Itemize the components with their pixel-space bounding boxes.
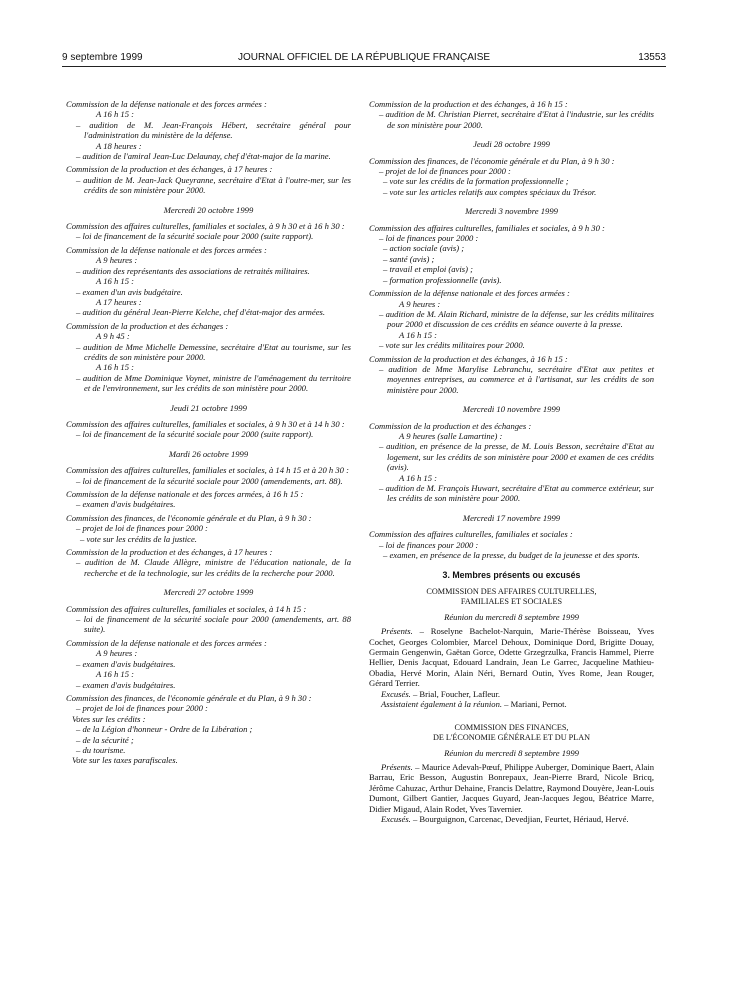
agenda-item: – audition des représentants des associations de retraités militaires. [76, 265, 310, 276]
time-slot: A 9 heures : [399, 298, 441, 309]
meeting-date: Réunion du mercredi 8 septembre 1999 [444, 611, 579, 622]
excused-names: – Bourguignon, Carcenac, Devedjian, Feurtet, Hériaud, Hervé. [410, 813, 629, 824]
present-label: Présents. [381, 761, 413, 772]
excused-names: – Brial, Foucher, Lafleur. [410, 688, 500, 699]
attendance-present [369, 626, 654, 688]
header-journal-title: JOURNAL OFFICIEL DE LA RÉPUBLIQUE FRANÇAISE [237, 52, 491, 63]
excused-label: Excusés. [381, 813, 411, 824]
agenda-item: – loi de finances pour 2000 : [379, 539, 479, 550]
agenda-item: – audition, en présence de la presse, de M. Louis Besson, secrétaire d'Etat au logement, sur les crédits de son ministère pour 2000 et examen de ces crédits (avis). [379, 441, 654, 473]
attendance-excused [369, 814, 654, 824]
committee-heading: Commission des affaires culturelles, familiales et sociales, à 9 h 30 : [369, 222, 605, 233]
agenda-subitem: – examen, en présence de la presse, du budget de la jeunesse et des sports. [383, 550, 640, 561]
committee-heading: Commission de la défense nationale et des forces armées : [66, 244, 267, 255]
agenda-item: – examen d'avis budgétaires. [76, 658, 176, 669]
committee-heading: Commission des affaires culturelles, familiales et sociales, à 14 h 15 : [66, 603, 307, 614]
agenda-item: – vote sur les crédits militaires pour 2000. [379, 340, 525, 351]
agenda-item: – projet de loi de finances pour 2000 : [76, 703, 208, 714]
committee-heading: Commission des finances, de l'économie générale et du Plan, à 9 h 30 : [66, 512, 312, 523]
agenda-item: – loi de financement de la sécurité sociale pour 2000 (amendements, art. 88 suite). [76, 614, 351, 635]
committee-heading: Commission de la production et des échanges, à 16 h 15 : [369, 353, 568, 364]
agenda-item: – audition de M. Christian Pierret, secrétaire d'Etat à l'industrie, sur les crédits de son ministère pour 2000. [379, 109, 654, 130]
attended-names: – Mariani, Pernot. [502, 699, 567, 710]
committee-heading: Commission des affaires culturelles, familiales et sociales, à 9 h 30 et à 16 h 30 : [66, 221, 345, 232]
agenda-item: – loi de finances pour 2000 : [379, 233, 479, 244]
committee-name-line: DE L'ÉCONOMIE GÉNÉRALE ET DU PLAN [432, 732, 591, 742]
date-heading: Jeudi 21 octobre 1999 [170, 402, 247, 413]
agenda-subitem: – formation professionnelle (avis). [383, 274, 502, 285]
agenda-item: – projet de loi de finances pour 2000 : [76, 523, 208, 534]
present-label: Présents. [381, 626, 413, 637]
committee-name-line: COMMISSION DES FINANCES, [454, 722, 569, 732]
committee-heading: Commission de la production et des échanges, à 17 heures : [66, 164, 273, 175]
header-date: 9 septembre 1999 [62, 52, 143, 63]
attended-label: Assistaient également à la réunion. [381, 699, 503, 710]
committee-heading: Commission de la défense nationale et des forces armées : [66, 99, 267, 109]
time-slot: A 9 heures : [96, 255, 138, 266]
date-heading: Jeudi 28 octobre 1999 [473, 139, 550, 150]
committee-heading: Commission des affaires culturelles, familiales et sociales, à 14 h 15 et à 20 h 30 : [66, 465, 349, 476]
committee-name-line: FAMILIALES ET SOCIALES [460, 596, 563, 606]
time-slot: A 17 heures : [96, 296, 142, 307]
agenda-item: – examen d'avis budgétaires. [76, 679, 176, 690]
date-heading: Mercredi 17 novembre 1999 [462, 512, 561, 523]
agenda-item: – audition de Mme Michelle Demessine, secrétaire d'Etat au tourisme, sur les crédits de son ministère pour 2000. [76, 341, 351, 362]
agenda-subitem: – de la sécurité ; [76, 734, 134, 745]
excused-label: Excusés. [381, 688, 411, 699]
time-slot: A 9 heures (salle Lamartine) : [399, 430, 503, 441]
committee-heading: Commission des finances, de l'économie générale et du Plan, à 9 h 30 : [66, 692, 312, 703]
time-slot: A 18 heures : [96, 140, 142, 151]
agenda-subitem: – de la Légion d'honneur - Ordre de la Libération ; [76, 724, 253, 735]
present-names: – Roselyne Bachelot-Narquin, Marie-Thérèse Boisseau, Yves Cochet, Georges Colombier, Marcel Dehoux, Dominique Dord, Brigitte Douay, Germain Gengenwin, Gaëtan Gorce, Odette Grzegrzulka, Francis Hammel, Pierre Hellier, Denis Jacquat, Edouard Landrain, Jean Le Garrec, Jacqueline Mathieu-Obadia, Hervé Morin, Alain Néri, Bernard Outin, Yves Rome, Jean Rouger, Gérard Terrier. [369, 626, 654, 689]
committee-heading: Commission de la production et des échanges, à 16 h 15 : [369, 99, 568, 109]
agenda-subitem: – vote sur les articles relatifs aux comptes spéciaux du Trésor. [383, 186, 597, 197]
spacer [369, 710, 654, 720]
agenda-subitem: – santé (avis) ; [383, 253, 435, 264]
agenda-item: – projet de loi de finances pour 2000 : [379, 166, 511, 177]
agenda-item: – audition de M. Claude Allègre, ministre de l'éducation nationale, de la recherche et de la technologie, sur les crédits de la recherche pour 2000. [76, 557, 351, 578]
section-title: 3. Membres présents ou excusés [442, 570, 581, 581]
committee-heading: Commission de la défense nationale et des forces armées, à 16 h 15 : [66, 489, 304, 499]
committee-heading: Commission des affaires culturelles, familiales et sociales, à 9 h 30 et à 14 h 30 : [66, 418, 345, 429]
time-slot: A 16 h 15 : [399, 472, 438, 483]
agenda-item: – audition de Mme Dominique Voynet, ministre de l'aménagement du territoire et de l'environnement, sur les crédits de son ministère pour 2000. [76, 372, 351, 394]
votes-heading: Votes sur les crédits : [72, 713, 146, 724]
attendance-also-attended [369, 699, 654, 709]
committee-heading: Commission de la défense nationale et des forces armées : [369, 288, 570, 299]
page-header [62, 52, 666, 66]
agenda-subitem: – travail et emploi (avis) ; [383, 264, 473, 275]
votes-heading: Vote sur les taxes parafiscales. [72, 755, 178, 766]
committee-heading: Commission de la production et des échanges : [66, 320, 229, 331]
agenda-item: – loi de financement de la sécurité sociale pour 2000 (amendements, art. 88). [76, 475, 343, 486]
agenda-item: – examen d'avis budgétaires. [76, 499, 176, 510]
agenda-item: – audition de M. Alain Richard, ministre de la défense, sur les crédits militaires pour 2000 et discussion de ces crédits en séance ouverte à la presse. [379, 308, 654, 330]
date-heading: Mercredi 27 octobre 1999 [163, 587, 254, 598]
committee-name-line: COMMISSION DES AFFAIRES CULTURELLES, [426, 586, 597, 596]
agenda-item: – loi de financement de la sécurité sociale pour 2000 (suite rapport). [76, 429, 314, 440]
time-slot: A 9 heures : [96, 648, 138, 659]
agenda-subitem: – action sociale (avis) ; [383, 243, 465, 254]
committee-heading: Commission des affaires culturelles, familiales et sociales : [369, 529, 573, 540]
time-slot: A 16 h 15 : [399, 329, 438, 340]
left-column [66, 99, 351, 766]
attendance-excused [369, 689, 654, 699]
time-slot: A 16 h 15 : [96, 669, 135, 680]
present-names: – Maurice Adevah-Pœuf, Philippe Auberger, Dominique Baert, Alain Barrau, Eric Besson, Augustin Bonrepaux, Jean-Pierre Brard, Nicole Bricq, Jérôme Cahuzac, Arthur Dehaine, Francis Delattre, Raymond Douyère, Jean-Louis Dumont, Gilbert Gantier, Jacques Guyard, Jean-Jacques Jegou, Béatrice Marre, Didier Migaud, Alain Rodet, Yves Tavernier. [369, 761, 654, 814]
agenda-item: – audition de Mme Marylise Lebranchu, secrétaire d'Etat aux petites et moyennes entreprises, au commerce et à l'artisanat, sur les crédits de son ministère pour 2000. [379, 363, 654, 395]
header-page-number: 13553 [638, 52, 666, 63]
time-slot: A 16 h 15 : [96, 109, 135, 120]
agenda-item: – audition du général Jean-Pierre Kelche, chef d'état-major des armées. [76, 307, 326, 318]
agenda-item: – audition de M. Jean-Jack Queyranne, secrétaire d'Etat à l'outre-mer, sur les crédits de son ministère pour 2000. [76, 174, 351, 196]
time-slot: A 16 h 15 : [96, 276, 135, 287]
time-slot: A 16 h 15 : [96, 362, 135, 373]
agenda-item: – audition de M. Jean-François Hébert, secrétaire général pour l'administration du ministère de la défense. [76, 119, 351, 141]
time-slot: A 9 h 45 : [96, 331, 130, 342]
agenda-item: – audition de M. François Huwart, secrétaire d'Etat au commerce extérieur, sur les crédits de son ministère pour 2000. [379, 483, 654, 504]
attendance-present [369, 762, 654, 814]
date-heading: Mercredi 3 novembre 1999 [465, 206, 558, 217]
date-heading: Mardi 26 octobre 1999 [168, 448, 249, 459]
committee-heading: Commission de la production et des échanges : [369, 420, 532, 431]
meeting-date: Réunion du mercredi 8 septembre 1999 [444, 747, 579, 758]
date-heading: Mercredi 10 novembre 1999 [462, 404, 561, 415]
committee-heading: Commission de la défense nationale et des forces armées : [66, 637, 267, 648]
committee-heading: Commission de la production et des échanges, à 17 heures : [66, 547, 273, 558]
header-rule [62, 66, 666, 67]
agenda-item: – audition de l'amiral Jean-Luc Delaunay, chef d'état-major de la marine. [76, 151, 331, 162]
committee-heading: Commission des finances, de l'économie générale et du Plan, à 9 h 30 : [369, 155, 615, 166]
date-heading: Mercredi 20 octobre 1999 [163, 204, 254, 215]
right-column [369, 99, 654, 824]
agenda-item: – examen d'un avis budgétaire. [76, 286, 183, 297]
agenda-subitem: – du tourisme. [76, 744, 126, 755]
agenda-subitem: – vote sur les crédits de la justice. [80, 533, 197, 544]
agenda-subitem: – vote sur les crédits de la formation professionnelle ; [383, 176, 569, 187]
agenda-item: – loi de financement de la sécurité sociale pour 2000 (suite rapport). [76, 231, 314, 242]
